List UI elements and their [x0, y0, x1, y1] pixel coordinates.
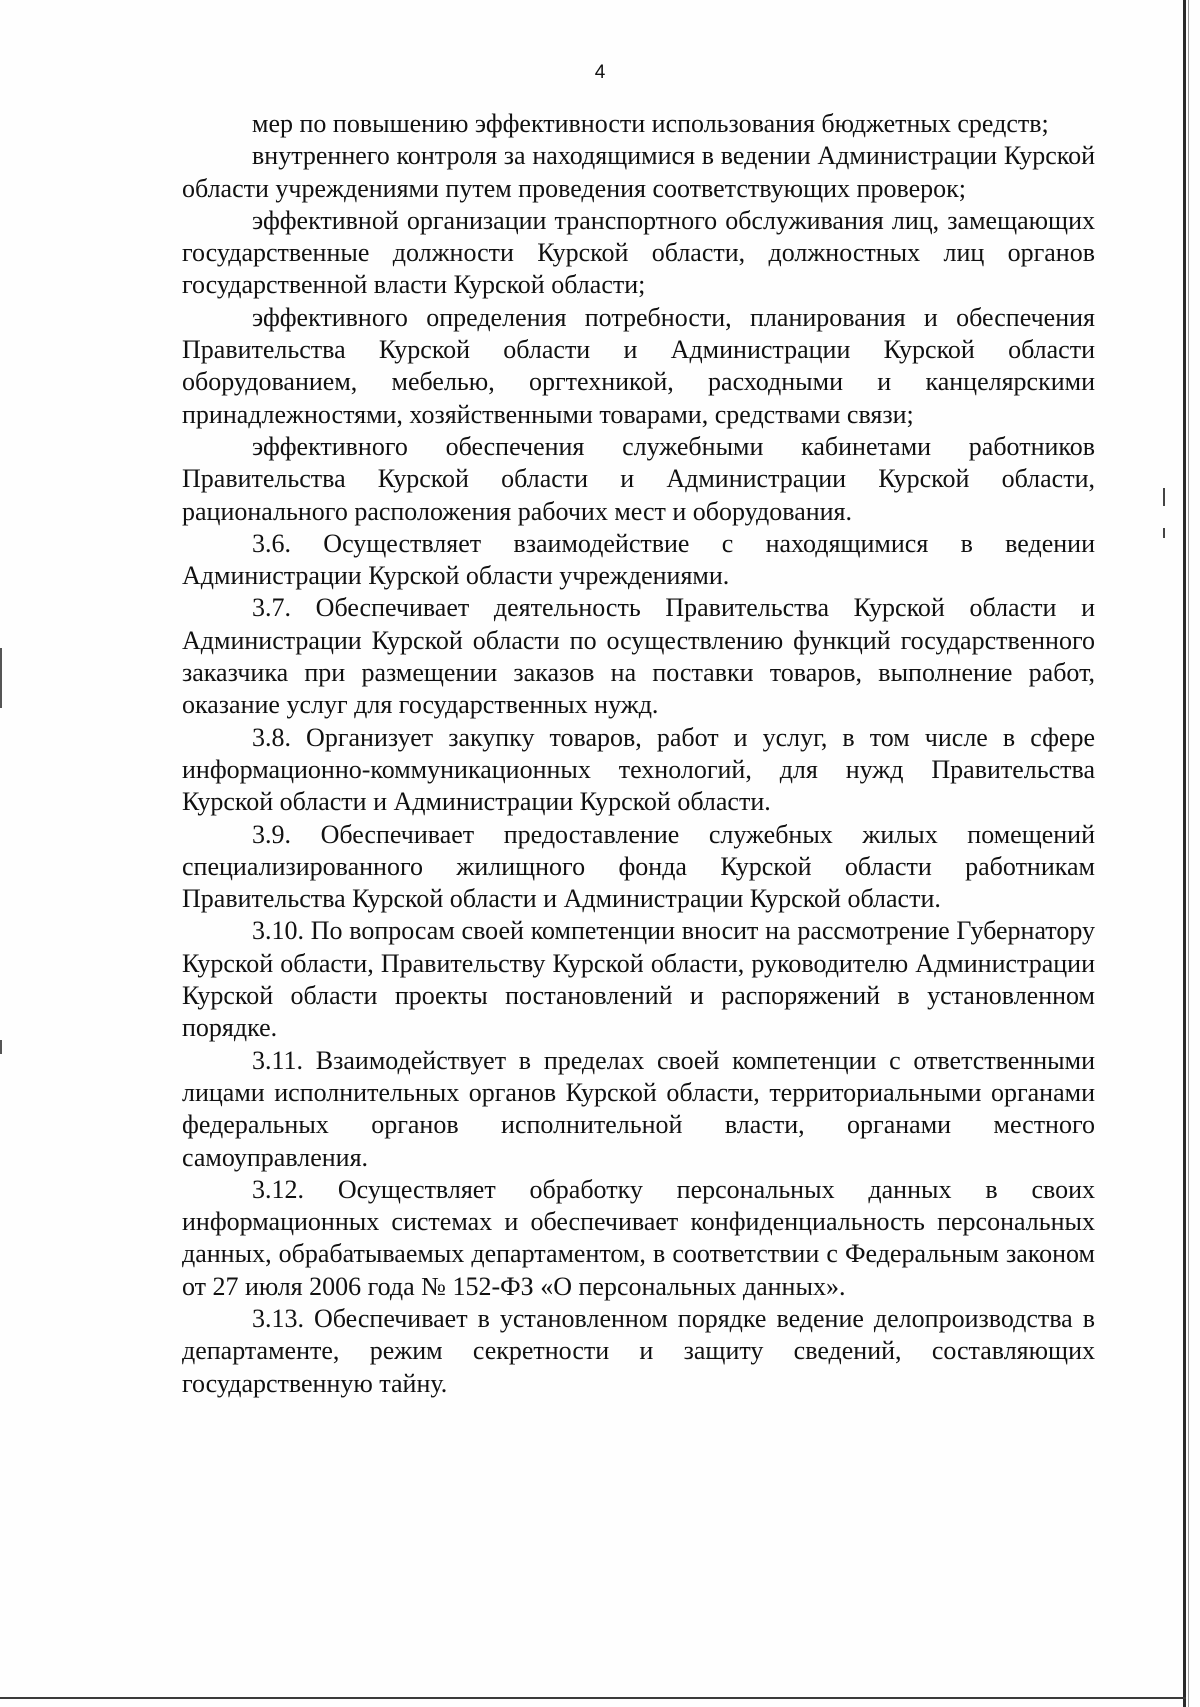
- scan-mark-right: [1163, 528, 1165, 538]
- paragraph-3-7: 3.7. Обеспечивает деятельность Правительства Курской области и Администрации Курской области по осуществлению функций государственного заказчика при размещении заказов на поставки товаров, выполнение работ, оказание услуг для государственных нужд.: [182, 593, 1095, 720]
- scan-mark-right: [1163, 488, 1165, 506]
- paragraph-internal-control: внутреннего контроля за находящимися в ведении Администрации Курской области учреждениями путем проведения соответствующих проверок;: [182, 141, 1095, 203]
- paragraph-3-8: 3.8. Организует закупку товаров, работ и услуг, в том числе в сфере информационно-коммуникационных технологий, для нужд Правительства Курской области и Администрации Курской области.: [182, 722, 1095, 817]
- paragraph-3-13: 3.13. Обеспечивает в установленном порядке ведение делопроизводства в департаменте, режим секретности и защиту сведений, составляющих государственную тайну.: [182, 1303, 1095, 1398]
- paragraph-office-provision: эффективного обеспечения служебными кабинетами работников Правительства Курской области и Администрации Курской области, рационального расположения рабочих мест и оборудования.: [182, 431, 1095, 526]
- paragraph-budget-efficiency: мер по повышению эффективности использования бюджетных средств;: [252, 109, 1049, 138]
- document-body: [182, 108, 1095, 1400]
- scan-mark-left: [0, 1040, 2, 1054]
- paragraph-3-10: 3.10. По вопросам своей компетенции вносит на рассмотрение Губернатору Курской области, Правительству Курской области, руководителю Администрации Курской области проекты постановлений и распоряжений в установленном порядке.: [182, 916, 1095, 1043]
- paragraph-transport-service: эффективной организации транспортного обслуживания лиц, замещающих государственные должности Курской области, должностных лиц органов государственной власти Курской области;: [182, 205, 1095, 300]
- scan-mark-left: [0, 648, 2, 708]
- scan-edge-right-shadow: [1188, 0, 1189, 1707]
- paragraph-3-12: 3.12. Осуществляет обработку персональных данных в своих информационных системах и обеспечивает конфиденциальность персональных данных, обрабатываемых департаментом, в соответствии с Федеральным законом от 27 июля 2006 года № 152-ФЗ «О персональных данных».: [182, 1174, 1095, 1301]
- paragraph-3-11: 3.11. Взаимодействует в пределах своей компетенции с ответственными лицами исполнительных органов Курской области, территориальными органами федеральных органов исполнительной власти, органами местного самоуправления.: [182, 1045, 1095, 1172]
- paragraph-equipment-supply: эффективного определения потребности, планирования и обеспечения Правительства Курской области и Администрации Курской области оборудованием, мебелью, оргтехникой, расходными и канцелярскими принадлежностями, хозяйственными товарами, средствами связи;: [182, 302, 1095, 429]
- scan-edge-bottom: [0, 1697, 1186, 1699]
- paragraph-3-9: 3.9. Обеспечивает предоставление служебных жилых помещений специализированного жилищного фонда Курской области работникам Правительства Курской области и Администрации Курской области.: [182, 819, 1095, 914]
- page-number: 4: [594, 62, 606, 83]
- paragraph-3-6: 3.6. Осуществляет взаимодействие с находящимися в ведении Администрации Курской области учреждениями.: [182, 528, 1095, 591]
- scan-edge-right: [1183, 0, 1186, 1707]
